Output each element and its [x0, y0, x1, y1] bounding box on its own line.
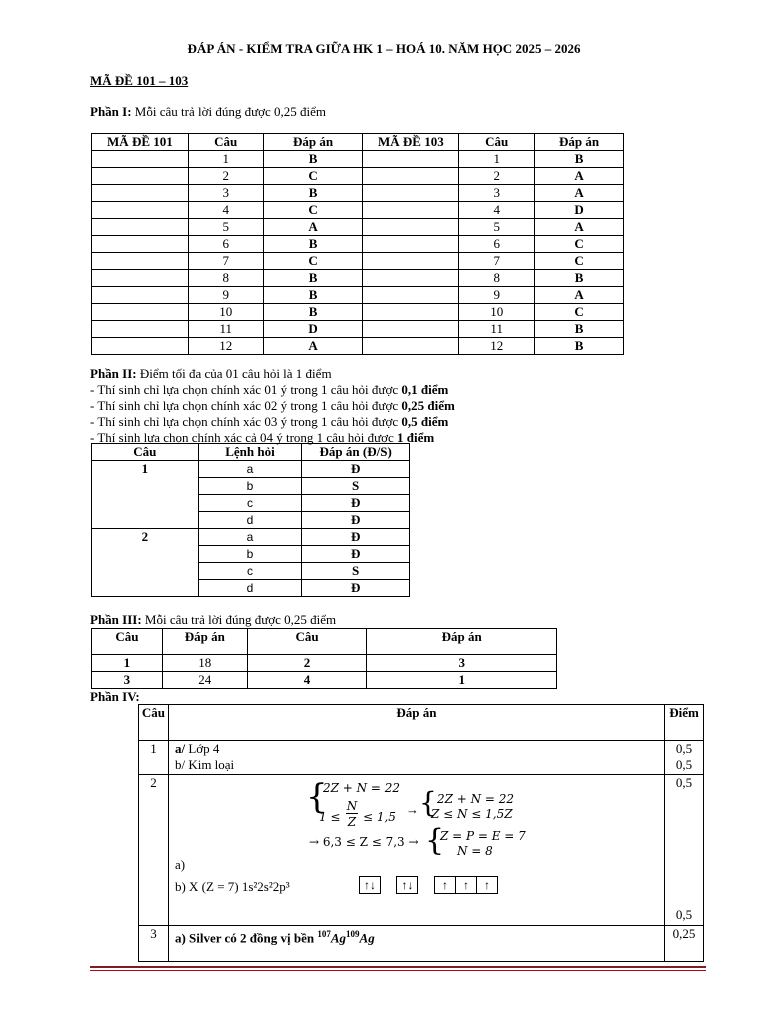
question-number: 9	[459, 287, 535, 304]
table-row	[92, 185, 624, 202]
empty-cell	[363, 168, 459, 185]
answer-letter: B	[263, 151, 363, 168]
true-false-answer: Đ	[302, 495, 410, 512]
question-number: 7	[188, 253, 263, 270]
part2-label: Phần II:	[90, 366, 137, 381]
empty-cell	[363, 151, 459, 168]
true-false-answer: Đ	[302, 580, 410, 597]
orbital-2p-3: ↑	[476, 876, 498, 894]
answer-letter: B	[263, 185, 363, 202]
col-dap-an-ds: Đáp án (Đ/S)	[302, 444, 410, 461]
col-cau-1: Câu	[188, 134, 263, 151]
score-cell: 0,5 0,5	[665, 741, 704, 775]
answer-letter: A	[535, 185, 624, 202]
answer-letter: D	[263, 321, 363, 338]
empty-cell	[92, 270, 189, 287]
question-number: 4	[247, 672, 367, 689]
question-number: 11	[188, 321, 263, 338]
empty-cell	[92, 219, 189, 236]
true-false-answer: S	[302, 563, 410, 580]
answer-value: 1	[367, 672, 557, 689]
table-row	[92, 461, 410, 478]
part1-table	[91, 133, 624, 355]
empty-cell	[92, 236, 189, 253]
statement-letter: b	[198, 546, 302, 563]
empty-cell	[363, 287, 459, 304]
part3-heading	[90, 612, 336, 628]
answer-value: 18	[162, 655, 247, 672]
z-range: → 6,3 ≤ Z ≤ 7,3 →	[308, 835, 419, 849]
question-number: 2	[188, 168, 263, 185]
table-row	[92, 304, 624, 321]
question-number: 4	[459, 202, 535, 219]
answer-letter: B	[263, 287, 363, 304]
col-lenh-hoi: Lệnh hỏi	[198, 444, 302, 461]
true-false-answer: Đ	[302, 512, 410, 529]
empty-cell	[363, 338, 459, 355]
col-cau-a: Câu	[92, 629, 163, 655]
col-diem: Điểm	[665, 705, 704, 741]
col-cau-iv: Câu	[139, 705, 169, 741]
empty-cell	[92, 185, 189, 202]
col-dap-an-a: Đáp án	[162, 629, 247, 655]
col-dap-an-b: Đáp án	[367, 629, 557, 655]
orbital-2s: ↑↓	[396, 876, 418, 894]
empty-cell	[363, 236, 459, 253]
answer-letter: B	[535, 151, 624, 168]
empty-cell	[92, 202, 189, 219]
sys2-line1: 2Z + N = 22	[436, 792, 515, 806]
table-row	[92, 338, 624, 355]
empty-cell	[92, 253, 189, 270]
rule-line: - Thí sinh chỉ lựa chọn chính xác 02 ý trong 1 câu hỏi được 0,25 điểm	[90, 398, 455, 413]
question-number: 3	[92, 672, 163, 689]
question-number: 4	[188, 202, 263, 219]
question-number: 9	[188, 287, 263, 304]
table-row	[92, 219, 624, 236]
cau-cell: 3	[139, 926, 169, 962]
empty-cell	[92, 304, 189, 321]
table-row	[92, 529, 410, 546]
part4-table	[138, 704, 704, 962]
question-number: 11	[459, 321, 535, 338]
table-row	[92, 655, 557, 672]
col-ma-de-103: MÃ ĐỀ 103	[363, 134, 459, 151]
true-false-answer: S	[302, 478, 410, 495]
true-false-answer: Đ	[302, 461, 410, 478]
table-row	[92, 253, 624, 270]
empty-cell	[363, 219, 459, 236]
statement-letter: a	[198, 529, 302, 546]
answer-cell: a) Silver có 2 đồng vị bền $^{107}$Ag$^{109}$Ag	[168, 926, 664, 962]
orbital-1s: ↑↓	[359, 876, 381, 894]
table-row	[92, 270, 624, 287]
statement-letter: c	[198, 495, 302, 512]
cau-cell: 1	[139, 741, 169, 775]
empty-cell	[363, 321, 459, 338]
answer-letter: B	[535, 321, 624, 338]
question-number: 5	[188, 219, 263, 236]
answer-letter: B	[263, 270, 363, 287]
question-number: 8	[188, 270, 263, 287]
rule-line: - Thí sinh chỉ lựa chọn chính xác 01 ý trong 1 câu hỏi được 0,1 điểm	[90, 382, 449, 397]
sys3-line2: N = 8	[456, 844, 493, 858]
answer-letter: C	[263, 202, 363, 219]
footer-rule-thin	[90, 970, 706, 971]
col-dap-an-iv: Đáp án	[168, 705, 664, 741]
part2-rules	[90, 382, 455, 446]
orbital-2p-2: ↑	[455, 876, 477, 894]
true-false-answer: Đ	[302, 529, 410, 546]
question-number: 2	[247, 655, 367, 672]
answer-letter: B	[263, 236, 363, 253]
part4-row-1	[139, 741, 704, 775]
col-cau: Câu	[92, 444, 199, 461]
answer-letter: C	[535, 253, 624, 270]
part2-text: Điểm tối đa của 01 câu hỏi là 1 điểm	[136, 366, 332, 381]
answer-letter: A	[535, 219, 624, 236]
answer-letter: D	[535, 202, 624, 219]
answer-letter: A	[535, 168, 624, 185]
answer-letter: B	[535, 270, 624, 287]
left-brace: {	[418, 786, 437, 819]
rule-line: - Thí sinh lựa chọn chính xác cả 04 ý trong 1 câu hỏi được 1 điểm	[90, 430, 435, 445]
part1-label: Phần I:	[90, 104, 132, 119]
score-cell: 0,5 0,5	[665, 775, 704, 926]
statement-letter: a	[198, 461, 302, 478]
table-row	[92, 151, 624, 168]
answer-cell: a/ Lớp 4 b/ Kim loại	[168, 741, 664, 775]
empty-cell	[363, 270, 459, 287]
table-row	[92, 202, 624, 219]
question-number: 6	[459, 236, 535, 253]
part2-heading	[90, 366, 332, 382]
empty-cell	[92, 287, 189, 304]
statement-letter: c	[198, 563, 302, 580]
part1-text: Mỗi câu trả lời đúng được 0,25 điểm	[131, 104, 327, 119]
answer-letter: A	[263, 338, 363, 355]
empty-cell	[92, 338, 189, 355]
col-cau-b: Câu	[247, 629, 367, 655]
rule-line: - Thí sinh chỉ lựa chọn chính xác 03 ý trong 1 câu hỏi được 0,5 điểm	[90, 414, 449, 429]
orbital-2p-1: ↑	[434, 876, 456, 894]
table-row	[92, 672, 557, 689]
question-number: 10	[188, 304, 263, 321]
answer-letter: C	[535, 236, 624, 253]
part3-label: Phần III:	[90, 612, 142, 627]
answer-value: 24	[162, 672, 247, 689]
question-number: 2	[92, 529, 199, 597]
true-false-answer: Đ	[302, 546, 410, 563]
score-cell: 0,25	[665, 926, 704, 962]
question-number: 8	[459, 270, 535, 287]
part4-row-3	[139, 926, 704, 962]
part-a-label: a)	[174, 857, 186, 872]
answer-letter: C	[535, 304, 624, 321]
empty-cell	[92, 151, 189, 168]
orbital-diagram	[359, 876, 497, 894]
statement-letter: d	[198, 512, 302, 529]
answer-letter: A	[263, 219, 363, 236]
sys1-line1: 2Z + N = 22	[322, 781, 401, 795]
table-row	[92, 321, 624, 338]
empty-cell	[363, 185, 459, 202]
question-number: 1	[459, 151, 535, 168]
answer-letter: B	[263, 304, 363, 321]
answer-letter: C	[263, 253, 363, 270]
answer-cell	[168, 775, 664, 926]
col-dap-an-1: Đáp án	[263, 134, 363, 151]
statement-letter: b	[198, 478, 302, 495]
table-row	[92, 287, 624, 304]
part3-table	[91, 628, 557, 689]
empty-cell	[363, 253, 459, 270]
question-number: 1	[92, 461, 199, 529]
question-number: 2	[459, 168, 535, 185]
part2-table	[91, 443, 410, 597]
cau-cell: 2	[139, 775, 169, 926]
question-number: 3	[188, 185, 263, 202]
question-number: 12	[459, 338, 535, 355]
table-row	[92, 236, 624, 253]
empty-cell	[363, 202, 459, 219]
arrow-icon: →	[405, 802, 419, 817]
empty-cell	[363, 304, 459, 321]
left-brace: {	[424, 823, 445, 858]
statement-letter: d	[198, 580, 302, 597]
exam-code-heading: MÃ ĐỀ 101 – 103	[90, 73, 189, 88]
sys2-line2: Z ≤ N ≤ 1,5Z	[430, 807, 513, 821]
empty-cell	[92, 168, 189, 185]
question-number: 1	[188, 151, 263, 168]
left-brace: {	[305, 777, 328, 817]
question-number: 12	[188, 338, 263, 355]
part3-text: Mỗi câu trả lời đúng được 0,25 điểm	[141, 612, 337, 627]
answer-letter: A	[535, 287, 624, 304]
part4-label: Phần IV:	[90, 689, 140, 704]
question-number: 3	[459, 185, 535, 202]
table-row	[92, 168, 624, 185]
answer-value: 3	[367, 655, 557, 672]
electron-config: b) X (Z = 7) 1s²2s²2p³	[174, 879, 290, 894]
question-number: 5	[459, 219, 535, 236]
col-ma-de-101: MÃ ĐỀ 101	[92, 134, 189, 151]
sys1-line2: 1 ≤ N Z ≤ 1,5	[318, 799, 396, 829]
part4-row-2	[139, 775, 704, 926]
question-number: 7	[459, 253, 535, 270]
col-dap-an-2: Đáp án	[535, 134, 624, 151]
part1-heading	[90, 104, 326, 120]
footer-rule	[90, 966, 706, 968]
page-title: ĐÁP ÁN - KIỂM TRA GIỮA HK 1 – HOÁ 10. NĂM HỌC 2025 – 2026	[187, 41, 581, 56]
empty-cell	[92, 321, 189, 338]
answer-letter: C	[263, 168, 363, 185]
col-cau-2: Câu	[459, 134, 535, 151]
question-number: 10	[459, 304, 535, 321]
question-number: 6	[188, 236, 263, 253]
answer-letter: B	[535, 338, 624, 355]
question-number: 1	[92, 655, 163, 672]
sys3-line1: Z = P = E = 7	[439, 829, 526, 843]
